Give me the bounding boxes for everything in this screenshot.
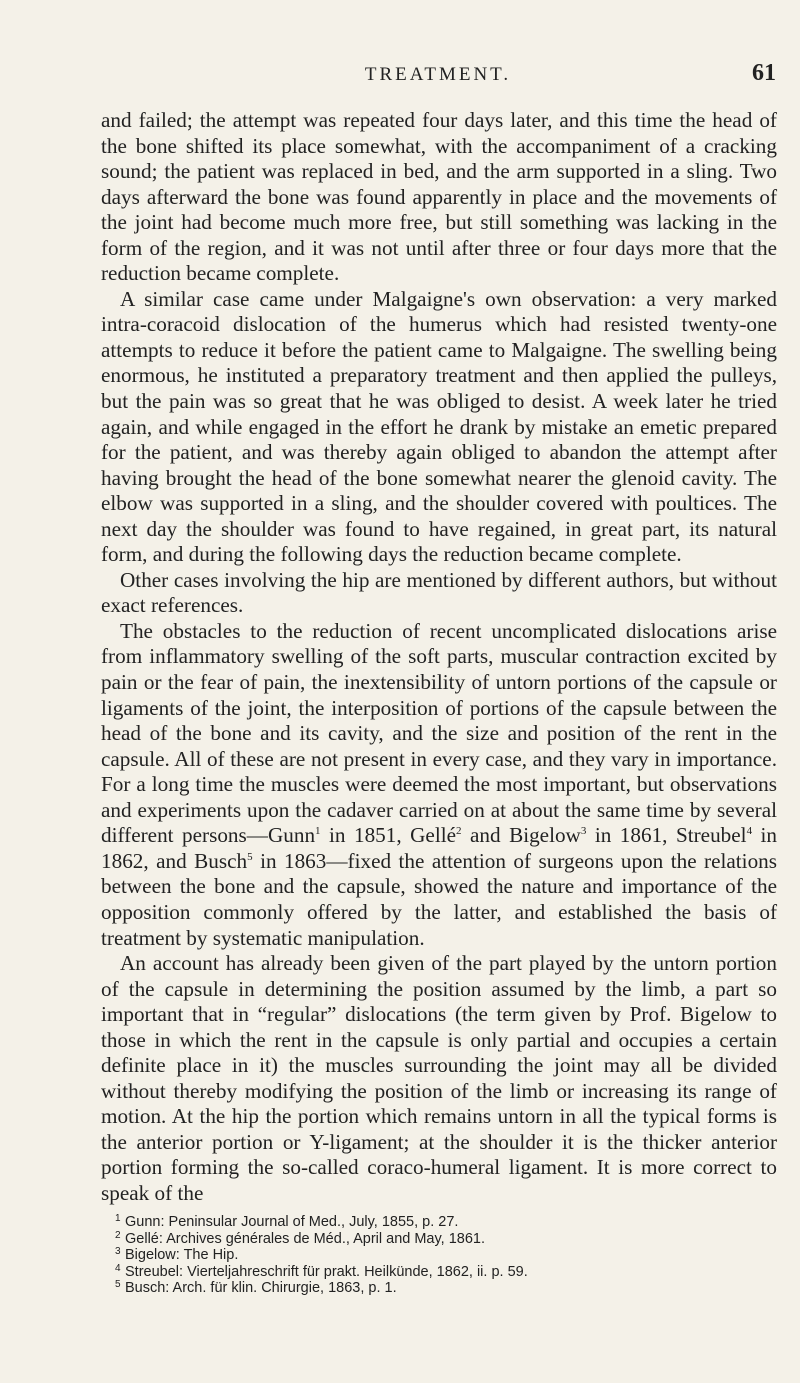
footnote-text: Gunn: Peninsular Journal of Med., July, 1855, p. 27. (125, 1214, 459, 1230)
author-bigelow: Bigelow (509, 823, 581, 848)
running-header (100, 60, 776, 90)
footnote-ref-1: 1 (315, 825, 321, 838)
paragraph-3: Other cases involving the hip are mentioned by different authors, but without exact references. (101, 567, 777, 618)
footnote-ref-2: 2 (456, 825, 462, 838)
footnote-text: Streubel: Vierteljahreschrift für prakt. Heilkünde, 1862, ii. p. 59. (125, 1263, 528, 1280)
footnote-ref-5: 5 (247, 850, 253, 863)
footnote-2 (101, 1231, 777, 1248)
author-gunn: Gunn (267, 823, 316, 848)
footnote-3 (101, 1247, 777, 1264)
footnote-text: Bigelow: The Hip. (125, 1247, 239, 1264)
paragraph-4-text-f: in 1863—fixed the attention of surgeons upon the relations between the bone and the capsule, showed the nature and importance of the opposition commonly offered by the latter, and established the basis of treatment by systematic manipulation. (101, 848, 778, 950)
paragraph-5: An account has already been given of the part played by the untorn portion of the capsule in determining the position assumed by the limb, a part so important that in “regular” dislocations (the term given by Prof. Bigelow to those in which the rent in the capsule is only partial and occupies a certain definite place in it) the muscles surrounding the joint may all be divided without thereby modifying the position of the limb or increasing its range of motion. At the hip the portion which remains untorn in all the typical forms is the anterior portion or Y-ligament; at the shoulder it is the thicker anterior portion forming the so-called coraco-humeral ligament. It is more correct to speak of the (101, 951, 777, 1205)
footnote-mark: 2 (115, 1229, 121, 1241)
body-text (101, 108, 777, 1207)
footnote-4 (101, 1264, 777, 1281)
paragraph-4-text-c: and (461, 823, 510, 848)
paragraph-2: A similar case came under Malgaigne's own observation: a very marked intra-coracoid dislocation of the humerus which had resisted twenty-one attempts to reduce it before the patient came to Malgaigne. The swelling being enormous, he instituted a preparatory treatment and then applied the pulleys, but the pain was so great that he was obliged to desist. A week later he tried again, and while engaged in the effort he drank by mistake an emetic prepared for the patient, and was thereby again obliged to abandon the attempt after having brought the head of the bone somewhat nearer the glenoid cavity. The elbow was supported in a sling, and the shoulder covered with poultices. The next day the shoulder was found to have regained, in great part, its natural form, and during the following days the reduction became complete. (101, 286, 777, 567)
paragraph-4-text-b: in 1851, (320, 823, 411, 848)
running-title: TREATMENT. (364, 64, 512, 85)
footnote-mark: 5 (115, 1279, 121, 1291)
paragraph-4-text-e: in 1862, and (101, 823, 778, 873)
paragraph-4-text-d: in 1861, (586, 823, 676, 848)
footnote-1 (101, 1214, 777, 1231)
paragraph-4 (101, 619, 777, 951)
footnote-mark: 3 (115, 1246, 121, 1258)
footnote-text: Busch: Arch. für klin. Chirurgie, 1863, p. 1. (125, 1280, 397, 1297)
footnote-ref-4: 4 (746, 825, 753, 838)
footnote-ref-3: 3 (580, 825, 587, 838)
page-number: 61 (752, 60, 776, 86)
paragraph-1: and failed; the attempt was repeated four days later, and this time the head of the bone shifted its place somewhat, with the accompaniment of a cracking sound; the patient was replaced in bed, and the arm supported in a sling. Two days afterward the bone was found apparently in place and the movements of the joint had become much more free, but still something was lacking in the form of the region, and it was not until after three or four days more that the reduction became complete. (101, 108, 777, 286)
footnote-mark: 4 (115, 1262, 121, 1274)
footnote-mark: 1 (115, 1213, 121, 1224)
paragraph-4-text-a: The obstacles to the reduction of recent uncomplicated dislocations arise from inflammatory swelling of the soft parts, muscular contraction excited by pain or the fear of pain, the inextensibility of untorn portions of the capsule or ligaments of the joint, the interposition of portions of the capsule between the head of the bone and its cavity, and the size and position of the rent in the capsule. All of these are not present in every case, and they vary in importance. For a long time the muscles were deemed the most important, but observations and experiments upon the cadaver carried on at about the same time by several different persons— (101, 618, 777, 848)
footnote-text: Gellé: Archives générales de Méd., April and May, 1861. (125, 1230, 486, 1247)
author-streubel: Streubel (675, 823, 747, 848)
footnotes (101, 1214, 777, 1297)
author-busch: Busch (194, 848, 248, 873)
author-gelle: Gellé (410, 823, 457, 848)
footnote-5 (101, 1280, 777, 1297)
